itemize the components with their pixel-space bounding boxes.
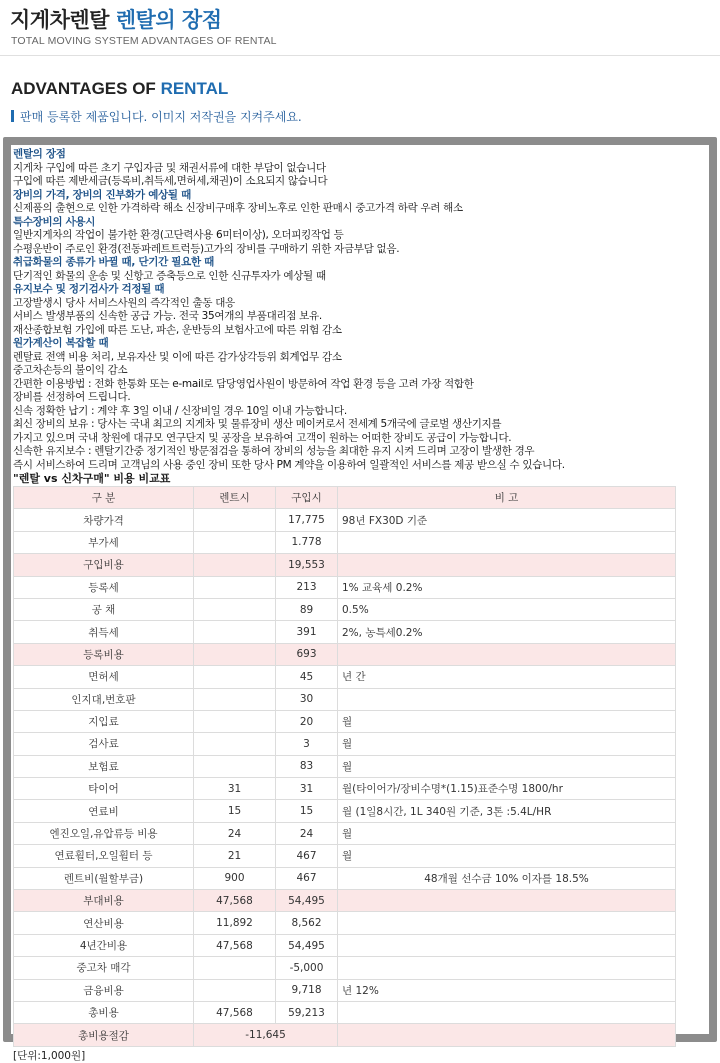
- table-row: [14, 710, 676, 732]
- text-line: 중고차손등의 불이익 감소: [13, 364, 128, 376]
- section-heading: 취급화물의 종류가 바뀔 때, 단기간 필요한 때: [13, 256, 214, 268]
- header-note: 비 고: [338, 487, 676, 509]
- table-row: [14, 1001, 676, 1023]
- row-item: 등록비용: [14, 643, 194, 665]
- row-note: [338, 688, 676, 710]
- table-header-row: [14, 487, 676, 509]
- row-rent-value: 11,892: [194, 912, 276, 934]
- text-line: 간편한 이용방법 : 전화 한통화 또는 e-mail로 담당영업사원이 방문하여 작업 환경 등을 고려 가장 적합한: [13, 377, 474, 390]
- row-note: 월: [338, 733, 676, 755]
- row-rent-value: [194, 531, 276, 553]
- row-rent-value: [194, 598, 276, 620]
- table-row: [14, 912, 676, 934]
- row-rent-value: 47,568: [194, 890, 276, 912]
- row-item: 공 채: [14, 598, 194, 620]
- row-note: [338, 554, 676, 576]
- text-line: 서비스 발생부품의 신속한 공급 가능. 전국 35여개의 부품대리점 보유.: [13, 310, 322, 322]
- row-rent-value: 31: [194, 778, 276, 800]
- text-line: 수평운반이 주로인 환경(전동파레트트럭등)고가의 장비를 구매하기 위한 자금부담 없음.: [13, 242, 400, 255]
- text-line: 단기적인 화물의 운송 및 신항고 증축등으로 인한 신규투자가 예상될 때: [13, 269, 326, 282]
- row-rent-value: [194, 576, 276, 598]
- row-note: 월: [338, 822, 676, 844]
- row-rent-value: 24: [194, 822, 276, 844]
- row-note: [338, 643, 676, 665]
- content-frame: [3, 137, 717, 1062]
- copyright-notice: [11, 108, 302, 125]
- table-row: [14, 576, 676, 598]
- row-rent-value: [194, 643, 276, 665]
- row-buy-value: 3: [276, 733, 338, 755]
- row-note: 월: [338, 755, 676, 777]
- table-row: [14, 800, 676, 822]
- row-note: [338, 912, 676, 934]
- row-buy-value: -5,000: [276, 957, 338, 979]
- saving-item: 총비용절감: [14, 1024, 194, 1046]
- row-rent-value: [194, 755, 276, 777]
- row-note: 2%, 농특세0.2%: [338, 621, 676, 643]
- header-category: 구 분: [14, 487, 194, 509]
- row-buy-value: 693: [276, 643, 338, 665]
- advantages-text: [13, 148, 709, 472]
- row-buy-value: 20: [276, 710, 338, 732]
- row-buy-value: 45: [276, 666, 338, 688]
- table-row: [14, 822, 676, 844]
- row-rent-value: [194, 733, 276, 755]
- row-note: [338, 1001, 676, 1023]
- row-buy-value: 31: [276, 778, 338, 800]
- page-title-main: 지게차렌탈: [10, 8, 109, 32]
- text-line: 최신 장비의 보유 : 당사는 국내 최고의 지게차 및 물류장비 생산 메이커로서 전세계 5개국에 글로벌 생산기지를: [13, 418, 502, 430]
- row-note: 98년 FX30D 기준: [338, 509, 676, 531]
- notice-bar-icon: [11, 110, 14, 122]
- row-note: 0.5%: [338, 598, 676, 620]
- text-line: 재산종합보험 가입에 따른 도난, 파손, 운반등의 보험사고에 따른 위험 감소: [13, 323, 342, 336]
- row-item: 부가세: [14, 531, 194, 553]
- table-row: [14, 845, 676, 867]
- section-heading: 특수장비의 사용시: [13, 215, 96, 228]
- text-line: 장비를 선정하여 드립니다.: [13, 391, 131, 403]
- section-heading: 원가계산이 복잡할 때: [13, 337, 109, 349]
- row-buy-value: 15: [276, 800, 338, 822]
- row-item: 총비용: [14, 1001, 194, 1023]
- row-rent-value: [194, 554, 276, 576]
- section-heading: 장비의 가격, 장비의 진부화가 예상될 때: [13, 188, 191, 201]
- text-line: 지게차 구입에 따른 초기 구입자금 및 채권서류에 대한 부담이 없습니다: [13, 161, 326, 174]
- row-note: 1% 교육세 0.2%: [338, 576, 676, 598]
- row-buy-value: 9,718: [276, 979, 338, 1001]
- row-item: 금융비용: [14, 979, 194, 1001]
- table-row: [14, 867, 676, 889]
- section-heading: 유지보수 및 정기검사가 걱정될 때: [13, 283, 165, 295]
- row-note: 년 12%: [338, 979, 676, 1001]
- row-note: [338, 957, 676, 979]
- row-buy-value: 59,213: [276, 1001, 338, 1023]
- text-line: 신속 정확한 납기 : 계약 후 3일 이내 / 신장비일 경우 10일 이내 가능합니다.: [13, 404, 347, 417]
- row-buy-value: 54,495: [276, 934, 338, 956]
- row-item: 연료비: [14, 800, 194, 822]
- text-line: 신제품의 출현으로 인한 가격하락 해소 신장비구매후 장비노후로 인한 판매시 중고가격 하락 우려 해소: [13, 202, 463, 214]
- row-item: 취득세: [14, 621, 194, 643]
- row-buy-value: 8,562: [276, 912, 338, 934]
- row-item: 차량가격: [14, 509, 194, 531]
- table-row: [14, 531, 676, 553]
- row-item: 4년간비용: [14, 934, 194, 956]
- unit-note: [단위:1,000원]: [13, 1049, 86, 1062]
- notice-text: 판매 등록한 제품입니다. 이미지 저작권을 지켜주세요.: [20, 110, 302, 124]
- table-row: [14, 554, 676, 576]
- row-note: 년 간: [338, 666, 676, 688]
- table-row: [14, 643, 676, 665]
- row-buy-value: 467: [276, 845, 338, 867]
- row-item: 지입료: [14, 710, 194, 732]
- row-note: 월: [338, 845, 676, 867]
- row-rent-value: [194, 621, 276, 643]
- row-buy-value: 54,495: [276, 890, 338, 912]
- table-row: [14, 890, 676, 912]
- header-rent: 렌트시: [194, 487, 276, 509]
- saving-note: [338, 1024, 676, 1046]
- row-rent-value: 47,568: [194, 934, 276, 956]
- row-rent-value: [194, 688, 276, 710]
- page-title-accent: 렌탈의 장점: [115, 8, 222, 32]
- row-item: 렌트비(월할부금): [14, 867, 194, 889]
- row-item: 엔진오일,유압류등 비용: [14, 822, 194, 844]
- row-note: 월 (1일8시간, 1L 340원 기준, 3톤 :5.4L/HR: [338, 800, 676, 822]
- text-line: 가지고 있으며 국내 창원에 대규모 연구단지 및 공장을 보유하여 고객이 원하는 어떠한 장비도 공급이 가능합니다.: [13, 431, 512, 444]
- table-row: [14, 934, 676, 956]
- row-note: [338, 531, 676, 553]
- row-buy-value: 89: [276, 598, 338, 620]
- row-item: 부대비용: [14, 890, 194, 912]
- row-buy-value: 24: [276, 822, 338, 844]
- row-item: 검사료: [14, 733, 194, 755]
- row-rent-value: [194, 509, 276, 531]
- row-note: [338, 934, 676, 956]
- page-title: [10, 4, 222, 34]
- section-title-main: ADVANTAGES OF: [11, 79, 156, 98]
- text-line: 일반지게차의 작업이 불가한 환경(고단력사용 6미터이상), 오더피킹작업 등: [13, 229, 344, 241]
- row-item: 면허세: [14, 666, 194, 688]
- table-row: [14, 979, 676, 1001]
- row-buy-value: 30: [276, 688, 338, 710]
- row-buy-value: 1.778: [276, 531, 338, 553]
- row-item: 보험료: [14, 755, 194, 777]
- row-item: 연료휠터,오일휠터 등: [14, 845, 194, 867]
- section-heading: 렌탈의 장점: [13, 148, 66, 160]
- header-buy: 구입시: [276, 487, 338, 509]
- text-line: 렌탈료 전액 비용 처리, 보유자산 및 이에 따른 감가상각등위 회계업무 감소: [13, 350, 342, 363]
- text-line: 즉시 서비스하여 드리며 고객님의 사용 중인 장비 또한 당사 PM 계약을 이용하여 일괄적인 서비스를 제공 받으실 수 있습니다.: [13, 458, 565, 471]
- row-buy-value: 213: [276, 576, 338, 598]
- text-line: 구입에 따른 제반세금(등록비,취득세,면허세,채권)이 소요되지 않습니다: [13, 175, 328, 187]
- table-row-total-saving: [14, 1024, 676, 1046]
- table-row: [14, 688, 676, 710]
- row-buy-value: 391: [276, 621, 338, 643]
- row-buy-value: 19,553: [276, 554, 338, 576]
- table-row: [14, 666, 676, 688]
- saving-value: -11,645: [194, 1024, 338, 1046]
- row-note: [338, 890, 676, 912]
- table-row: [14, 755, 676, 777]
- row-rent-value: [194, 979, 276, 1001]
- row-note: 48개월 선수금 10% 이자를 18.5%: [338, 867, 676, 889]
- section-title-accent: RENTAL: [160, 79, 229, 98]
- row-item: 연산비용: [14, 912, 194, 934]
- page-subtitle: TOTAL MOVING SYSTEM ADVANTAGES OF RENTAL: [11, 35, 277, 47]
- row-buy-value: 17,775: [276, 509, 338, 531]
- row-rent-value: [194, 666, 276, 688]
- row-rent-value: 47,568: [194, 1001, 276, 1023]
- section-title: [11, 79, 228, 99]
- table-row: [14, 733, 676, 755]
- table-row: [14, 509, 676, 531]
- row-rent-value: 15: [194, 800, 276, 822]
- row-rent-value: [194, 710, 276, 732]
- row-buy-value: 83: [276, 755, 338, 777]
- row-note: 월(타이어가/장비수명*(1.15)표준수명 1800/hr: [338, 778, 676, 800]
- row-item: 등록세: [14, 576, 194, 598]
- content-panel: [11, 145, 709, 1062]
- row-note: 월: [338, 710, 676, 732]
- text-line: 고장발생시 당사 서비스사원의 즉각적인 출동 대응: [13, 296, 235, 309]
- row-item: 인지대,번호판: [14, 688, 194, 710]
- table-row: [14, 778, 676, 800]
- table-row: [14, 598, 676, 620]
- table-row: [14, 957, 676, 979]
- row-item: 구입비용: [14, 554, 194, 576]
- header-divider: [0, 55, 720, 56]
- row-rent-value: [194, 957, 276, 979]
- text-line: 신속한 유지보수 : 렌탈기간중 정기적인 방문점검을 통하여 장비의 성능을 최대한 유지 시켜 드리며 고장이 발생한 경우: [13, 445, 535, 457]
- row-item: 타이어: [14, 778, 194, 800]
- row-item: 중고차 매각: [14, 957, 194, 979]
- table-row: [14, 621, 676, 643]
- comparison-table: [13, 486, 676, 1047]
- row-rent-value: 21: [194, 845, 276, 867]
- comparison-title: "렌탈 vs 신차구매" 비용 비교표: [13, 472, 171, 485]
- row-buy-value: 467: [276, 867, 338, 889]
- row-rent-value: 900: [194, 867, 276, 889]
